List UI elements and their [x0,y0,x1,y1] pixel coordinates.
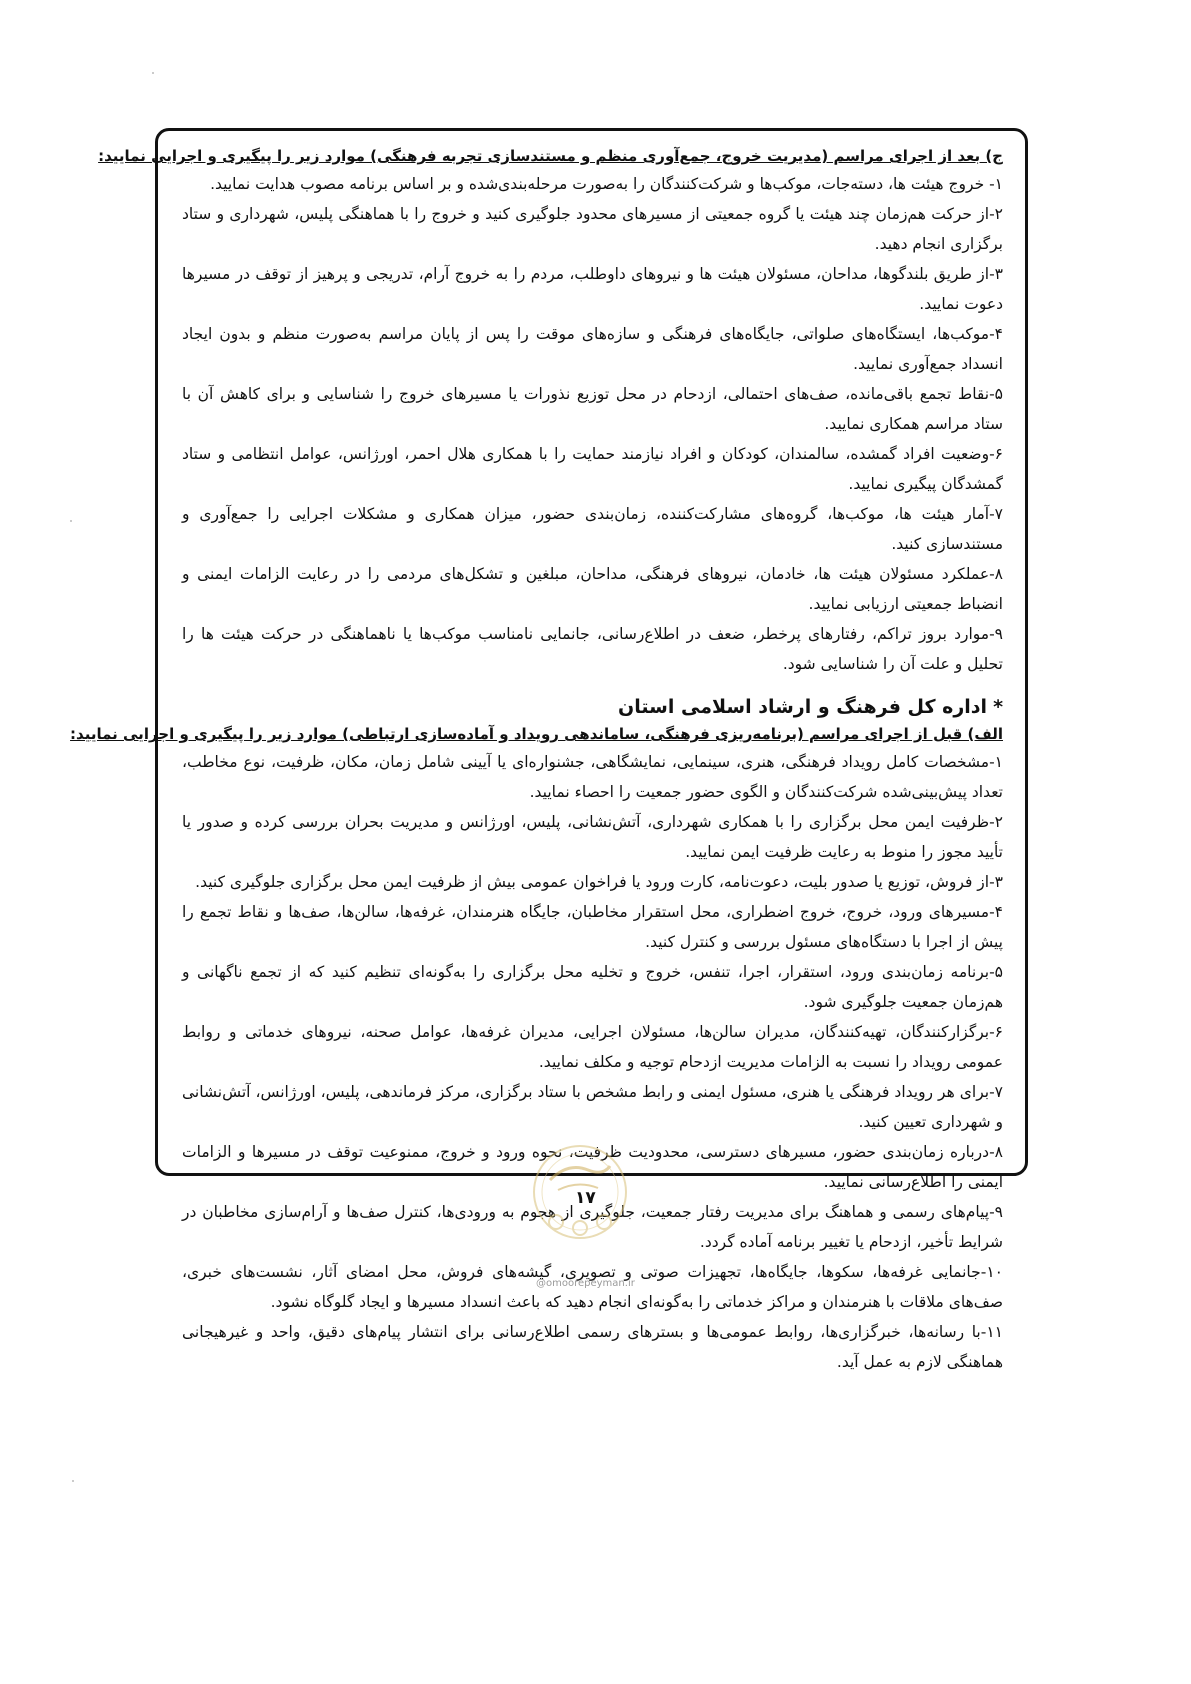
section-a-item: ۱۱-با رسانه‌ها، خبرگزاری‌ها، روابط عمومی‌ها و بسترهای رسمی اطلاع‌رسانی برای انتشار پیام‌های دقیق، واحد و غیرهیجانی هماهنگی لازم به عمل آید. [182,1323,1003,1371]
scan-speck [152,72,154,74]
section-a-item: ۸-درباره زمان‌بندی حضور، مسیرهای دسترسی، محدودیت ظرفیت، نحوه ورود و خروج، ممنوعیت توقف در مسیرها و الزامات ایمنی را اطلاع‌رسانی نمایید. [182,1143,1003,1191]
section-c-item: ۷-آمار هیئت ها، موکب‌ها، گروه‌های مشارکت‌کننده، زمان‌بندی حضور، میزان همکاری و مشکلات اجرایی را جمع‌آوری و مستندسازی کنید. [182,505,1003,553]
section-c-item: ۱- خروج هیئت ها، دسته‌جات، موکب‌ها و شرکت‌کنندگان را به‌صورت مرحله‌بندی‌شده و بر اساس برنامه مصوب هدایت نمایید. [210,175,1003,193]
section-a-item: ۶-برگزارکنندگان، تهیه‌کنندگان، مدیران سالن‌ها، مسئولان اجرایی، مدیران غرفه‌ها، عوامل صحنه، نیروهای خدماتی و روابط عمومی رویداد را نسبت به الزامات مدیریت ازدحام توجیه و مکلف نمایید. [182,1023,1003,1071]
section-c-heading: ج) بعد از اجرای مراسم (مدیریت خروج، جمع‌آوری منظم و مستندسازی تجربه فرهنگی) موارد زیر را پیگیری و اجرایی نمایید: [98,147,1003,165]
page-number: ۱۷ [575,1188,596,1208]
section-a-item: ۳-از فروش، توزیع یا صدور بلیت، دعوت‌نامه، کارت ورود یا فراخوان عمومی بیش از ظرفیت ایمن محل برگزاری جلوگیری کنید. [195,873,1003,891]
section-c-item: ۸-عملکرد مسئولان هیئت ها، خادمان، نیروهای فرهنگی، مداحان، مبلغین و تشکل‌های مردمی را در رعایت الزامات ایمنی و انضباط جمعیتی ارزیابی نمایید. [182,565,1003,613]
section-a-item: ۲-ظرفیت ایمن محل برگزاری را با همکاری شهرداری، آتش‌نشانی، پلیس، اورژانس و مدیریت بحران بررسی کرده و صدور یا تأیید مجوز را منوط به رعایت ظرفیت ایمن نمایید. [182,813,1003,861]
watermark-handle: @omoorepeyman.ir [536,1278,635,1289]
section-a-item: ۴-مسیرهای ورود، خروج، خروج اضطراری، محل استقرار مخاطبان، جایگاه هنرمندان، غرفه‌ها، سالن‌ها، صف‌ها و نقاط تجمع را پیش از اجرا با دستگاه‌های مسئول بررسی و کنترل کنید. [182,903,1003,951]
section-a-item: ۱-مشخصات کامل رویداد فرهنگی، هنری، سینمایی، نمایشگاهی، جشنواره‌ای یا آیینی شامل زمان، مکان، ظرفیت، نوع مخاطب، تعداد پیش‌بینی‌شده شرکت‌کنندگان و الگوی حضور جمعیت را احصاء نمایید. [182,753,1003,801]
section-c-item: ۳-از طریق بلندگوها، مداحان، مسئولان هیئت ها و نیروهای داوطلب، مردم را به خروج آرام، تدریجی و پرهیز از توقف در مسیرها دعوت نمایید. [182,265,1003,313]
section-a-heading: الف) قبل از اجرای مراسم (برنامه‌ریزی فرهنگی، ساماندهی رویداد و آماده‌سازی ارتباطی) موارد زیر را پیگیری و اجرایی نمایید: [70,725,1003,743]
asterisk-icon: * [993,696,1003,718]
section-c-item: ۲-از حرکت هم‌زمان چند هیئت یا گروه جمعیتی از مسیرهای محدود جلوگیری کنید و خروج را با هماهنگی پلیس، شهرداری و ستاد برگزاری انجام دهید. [182,205,1003,253]
org-title-text: اداره کل فرهنگ و ارشاد اسلامی استان [618,696,988,718]
section-a-item: ۷-برای هر رویداد فرهنگی یا هنری، مسئول ایمنی و رابط مشخص با ستاد برگزاری، مرکز فرماندهی، پلیس، اورژانس، آتش‌نشانی و شهرداری تعیین کنید. [182,1083,1003,1131]
scan-speck [70,520,72,522]
org-title [182,693,1003,721]
section-c-list [182,169,1003,679]
section-c-item: ۵-نقاط تجمع باقی‌مانده، صف‌های احتمالی، ازدحام در محل توزیع نذورات یا مسیرهای خروج را شناسایی و برای کاهش آن با ستاد مراسم همکاری نمایید. [182,385,1003,433]
section-a-item: ۹-پیام‌های رسمی و هماهنگ برای مدیریت رفتار جمعیت، جلوگیری از هجوم به ورودی‌ها، کنترل صف‌ها و آرام‌سازی مخاطبان در شرایط تأخیر، ازدحام یا تغییر برنامه آماده گردد. [182,1203,1003,1251]
section-c-item: ۶-وضعیت افراد گمشده، سالمندان، کودکان و افراد نیازمند حمایت را با همکاری هلال احمر، اورژانس، عوامل انتظامی و ستاد گمشدگان پیگیری نمایید. [182,445,1003,493]
section-a-item: ۱۰-جانمایی غرفه‌ها، سکوها، جایگاه‌ها، تجهیزات صوتی و تصویری، گیشه‌های فروش، محل امضای آثار، نشست‌های خبری، صف‌های ملاقات با هنرمندان و مراکز خدماتی را به‌گونه‌ای انجام دهید که باعث انسداد مسیرها و ایجاد گلوگاه نشود. [182,1263,1003,1311]
section-a-item: ۵-برنامه زمان‌بندی ورود، استقرار، اجرا، تنفس، خروج و تخلیه محل برگزاری را به‌گونه‌ای تنظیم کنید که از تجمع ناگهانی و هم‌زمان جمعیت جلوگیری شود. [182,963,1003,1011]
scan-speck [72,1480,74,1482]
section-c-item: ۴-موکب‌ها، ایستگاه‌های صلواتی، جایگاه‌های فرهنگی و سازه‌های موقت را پس از پایان مراسم به‌صورت منظم و بدون ایجاد انسداد جمع‌آوری نمایید. [182,325,1003,373]
section-c-item: ۹-موارد بروز تراکم، رفتارهای پرخطر، ضعف در اطلاع‌رسانی، جانمایی نامناسب موکب‌ها یا ناهماهنگی در حرکت هیئت ها را تحلیل و علت آن را شناسایی شود. [182,625,1003,673]
